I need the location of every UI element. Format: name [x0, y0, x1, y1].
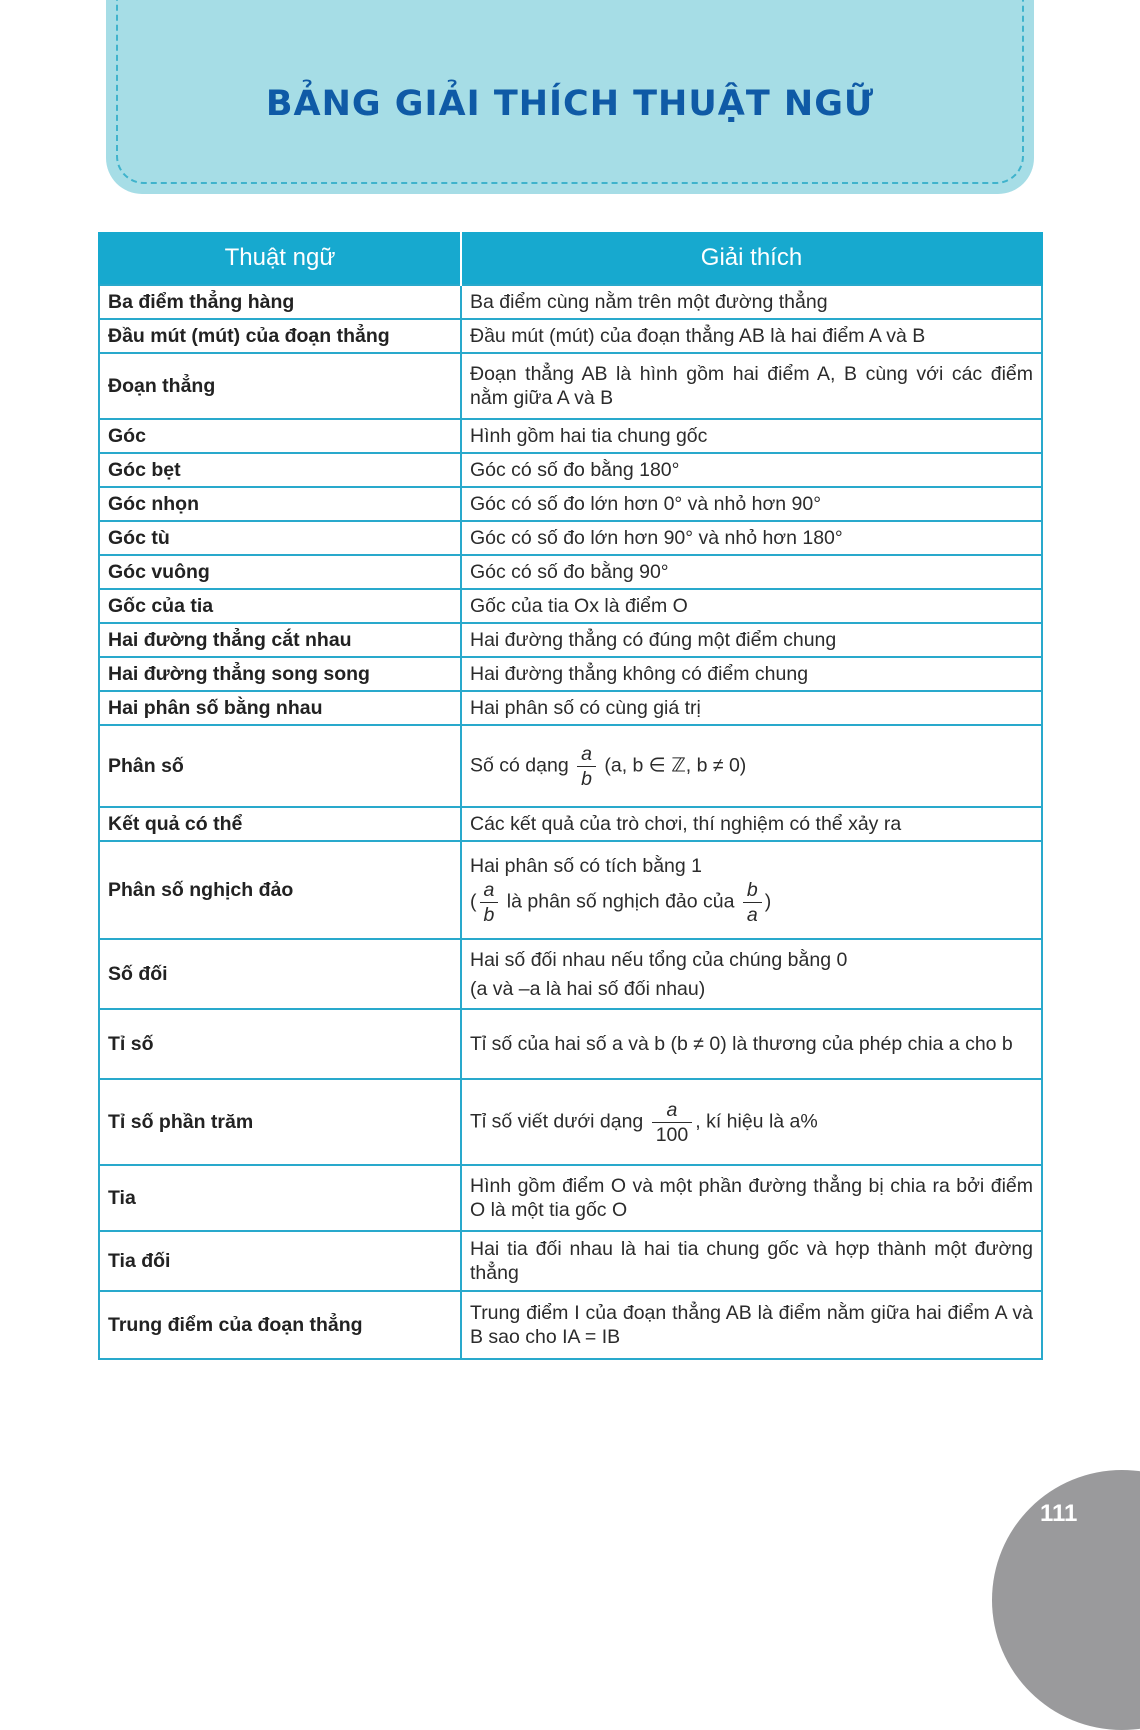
explanation-text: (a, b ∈ ℤ, b ≠ 0) — [604, 754, 747, 777]
explanation-cell: Góc có số đo lớn hơn 90° và nhỏ hơn 180° — [461, 521, 1042, 555]
term-cell: Góc nhọn — [99, 487, 461, 521]
table-row — [99, 285, 1042, 319]
explanation-cell — [461, 939, 1042, 1009]
table-row — [99, 1291, 1042, 1359]
explanation-cell: Đoạn thẳng AB là hình gồm hai điểm A, B cùng với các điểm nằm giữa A và B — [461, 353, 1042, 419]
header-banner — [106, 0, 1034, 194]
explanation-cell: Hai tia đối nhau là hai tia chung gốc và hợp thành một đường thẳng — [461, 1231, 1042, 1291]
fraction-denominator: a — [746, 903, 758, 926]
explanation-cell — [461, 841, 1042, 939]
table-row — [99, 353, 1042, 419]
term-cell: Hai phân số bằng nhau — [99, 691, 461, 725]
table-row — [99, 555, 1042, 589]
explanation-cell: Hai đường thẳng có đúng một điểm chung — [461, 623, 1042, 657]
term-cell: Tia đối — [99, 1231, 461, 1291]
table-row — [99, 521, 1042, 555]
fraction — [577, 742, 596, 791]
term-cell: Đoạn thẳng — [99, 353, 461, 419]
term-cell: Đầu mút (mút) của đoạn thẳng — [99, 319, 461, 353]
term-cell: Gốc của tia — [99, 589, 461, 623]
explanation-line: Hai số đối nhau nếu tổng của chúng bằng 0 — [470, 948, 848, 971]
term-cell: Góc tù — [99, 521, 461, 555]
term-cell: Góc bẹt — [99, 453, 461, 487]
explanation-text: , kí hiệu là a% — [695, 1110, 818, 1133]
term-cell: Tỉ số — [99, 1009, 461, 1079]
term-cell: Tỉ số phần trăm — [99, 1079, 461, 1165]
explanation-cell: Hai đường thẳng không có điểm chung — [461, 657, 1042, 691]
explanation-cell: Hình gồm hai tia chung gốc — [461, 419, 1042, 453]
explanation-cell — [461, 725, 1042, 807]
explanation-text: là phân số nghịch đảo của — [506, 890, 735, 913]
table-row — [99, 725, 1042, 807]
page-title: BẢNG GIẢI THÍCH THUẬT NGỮ — [265, 84, 875, 124]
term-cell: Phân số — [99, 725, 461, 807]
explanation-line: (a và –a là hai số đối nhau) — [470, 977, 706, 1000]
table-row — [99, 453, 1042, 487]
term-cell: Số đối — [99, 939, 461, 1009]
term-cell: Trung điểm của đoạn thẳng — [99, 1291, 461, 1359]
table-row — [99, 807, 1042, 841]
fraction-denominator: 100 — [655, 1123, 689, 1146]
table-row — [99, 1165, 1042, 1231]
fraction — [652, 1098, 693, 1147]
term-cell: Hai đường thẳng song song — [99, 657, 461, 691]
explanation-cell: Hai phân số có cùng giá trị — [461, 691, 1042, 725]
fraction-denominator: b — [483, 903, 495, 926]
explanation-cell: Hình gồm điểm O và một phần đường thẳng bị chia ra bởi điểm O là một tia gốc O — [461, 1165, 1042, 1231]
paren-open: ( — [470, 890, 477, 913]
explanation-cell: Các kết quả của trò chơi, thí nghiệm có thể xảy ra — [461, 807, 1042, 841]
fraction-numerator: a — [652, 1098, 693, 1123]
explanation-cell: Tỉ số của hai số a và b (b ≠ 0) là thương của phép chia a cho b — [461, 1009, 1042, 1079]
explanation-cell — [461, 1079, 1042, 1165]
fraction — [743, 878, 762, 927]
table-row — [99, 1231, 1042, 1291]
term-cell: Góc — [99, 419, 461, 453]
explanation-cell: Ba điểm cùng nằm trên một đường thẳng — [461, 285, 1042, 319]
table-row — [99, 657, 1042, 691]
table-row — [99, 623, 1042, 657]
term-cell: Kết quả có thể — [99, 807, 461, 841]
paren-close: ) — [764, 890, 772, 913]
term-cell: Tia — [99, 1165, 461, 1231]
explanation-cell: Góc có số đo bằng 180° — [461, 453, 1042, 487]
explanation-text: Tỉ số viết dưới dạng — [470, 1110, 644, 1133]
fraction-numerator: b — [743, 878, 762, 903]
table-row — [99, 939, 1042, 1009]
table-row — [99, 1009, 1042, 1079]
table-row — [99, 691, 1042, 725]
explanation-cell: Góc có số đo lớn hơn 0° và nhỏ hơn 90° — [461, 487, 1042, 521]
table-row — [99, 487, 1042, 521]
term-cell: Hai đường thẳng cắt nhau — [99, 623, 461, 657]
table-row — [99, 589, 1042, 623]
explanation-cell: Góc có số đo bằng 90° — [461, 555, 1042, 589]
term-cell: Phân số nghịch đảo — [99, 841, 461, 939]
column-header-term: Thuật ngữ — [99, 232, 461, 285]
page-number: 111 — [1040, 1500, 1078, 1527]
fraction-numerator: a — [577, 742, 596, 767]
explanation-line: Hai phân số có tích bằng 1 — [470, 854, 702, 877]
column-header-explanation: Giải thích — [461, 232, 1042, 285]
table-row — [99, 841, 1042, 939]
fraction — [480, 878, 499, 927]
explanation-line — [470, 878, 1033, 927]
table-header-row — [99, 232, 1042, 285]
table-row — [99, 319, 1042, 353]
table-row — [99, 1079, 1042, 1165]
glossary-table — [98, 232, 1043, 1360]
fraction-denominator: b — [581, 767, 592, 790]
explanation-cell: Trung điểm I của đoạn thẳng AB là điểm nằm giữa hai điểm A và B sao cho IA = IB — [461, 1291, 1042, 1359]
term-cell: Góc vuông — [99, 555, 461, 589]
term-cell: Ba điểm thẳng hàng — [99, 285, 461, 319]
fraction-numerator: a — [480, 878, 499, 903]
table-row — [99, 419, 1042, 453]
explanation-cell: Đầu mút (mút) của đoạn thẳng AB là hai điểm A và B — [461, 319, 1042, 353]
explanation-cell: Gốc của tia Ox là điểm O — [461, 589, 1042, 623]
explanation-text: Số có dạng — [470, 754, 569, 777]
